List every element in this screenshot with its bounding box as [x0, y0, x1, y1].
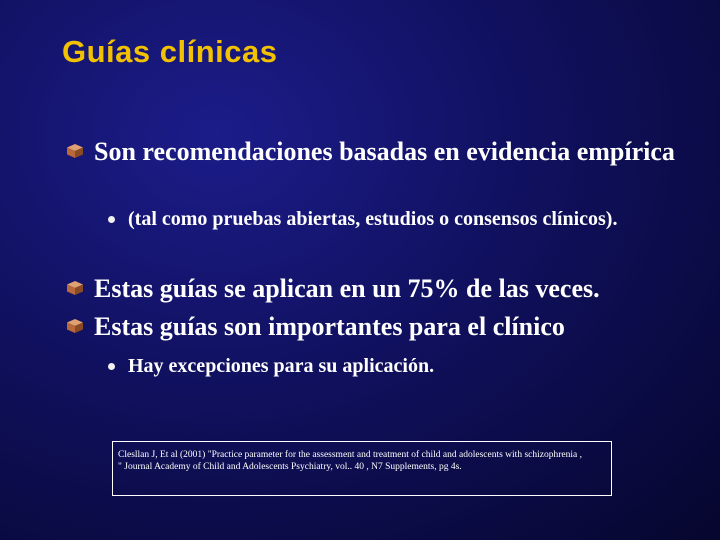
sub-bullet-text: (tal como pruebas abiertas, estudios o consensos clínicos). — [128, 208, 618, 230]
sub-bullet-text: Hay excepciones para su aplicación. — [128, 355, 435, 377]
bullet-item — [94, 136, 684, 168]
bullet-text: Estas guías se aplican en un 75% de las veces. — [94, 274, 600, 303]
cube-bullet-icon — [67, 144, 83, 158]
dot-bullet-icon — [108, 363, 115, 370]
bullet-text: Son recomendaciones basadas en evidencia empírica — [94, 137, 675, 166]
bullet-item — [94, 311, 684, 343]
reference-line-1: Clesllan J, Et al (2001) "Practice parameter for the assessment and treatment of child and adolescents with schizophrenia , — [118, 450, 582, 460]
bullet-item — [94, 273, 684, 305]
dot-bullet-icon — [108, 216, 115, 223]
reference-line-2: " Journal Academy of Child and Adolescents Psychiatry, vol.. 40 , N7 Supplements, pg 4s. — [118, 462, 462, 472]
bullet-text: Estas guías son importantes para el clínico — [94, 312, 565, 341]
sub-bullet-item — [128, 206, 688, 233]
slide-title: Guías clínicas — [62, 34, 278, 69]
reference-box — [112, 441, 612, 496]
sub-bullet-item — [128, 353, 688, 380]
cube-bullet-icon — [67, 281, 83, 295]
cube-bullet-icon — [67, 319, 83, 333]
